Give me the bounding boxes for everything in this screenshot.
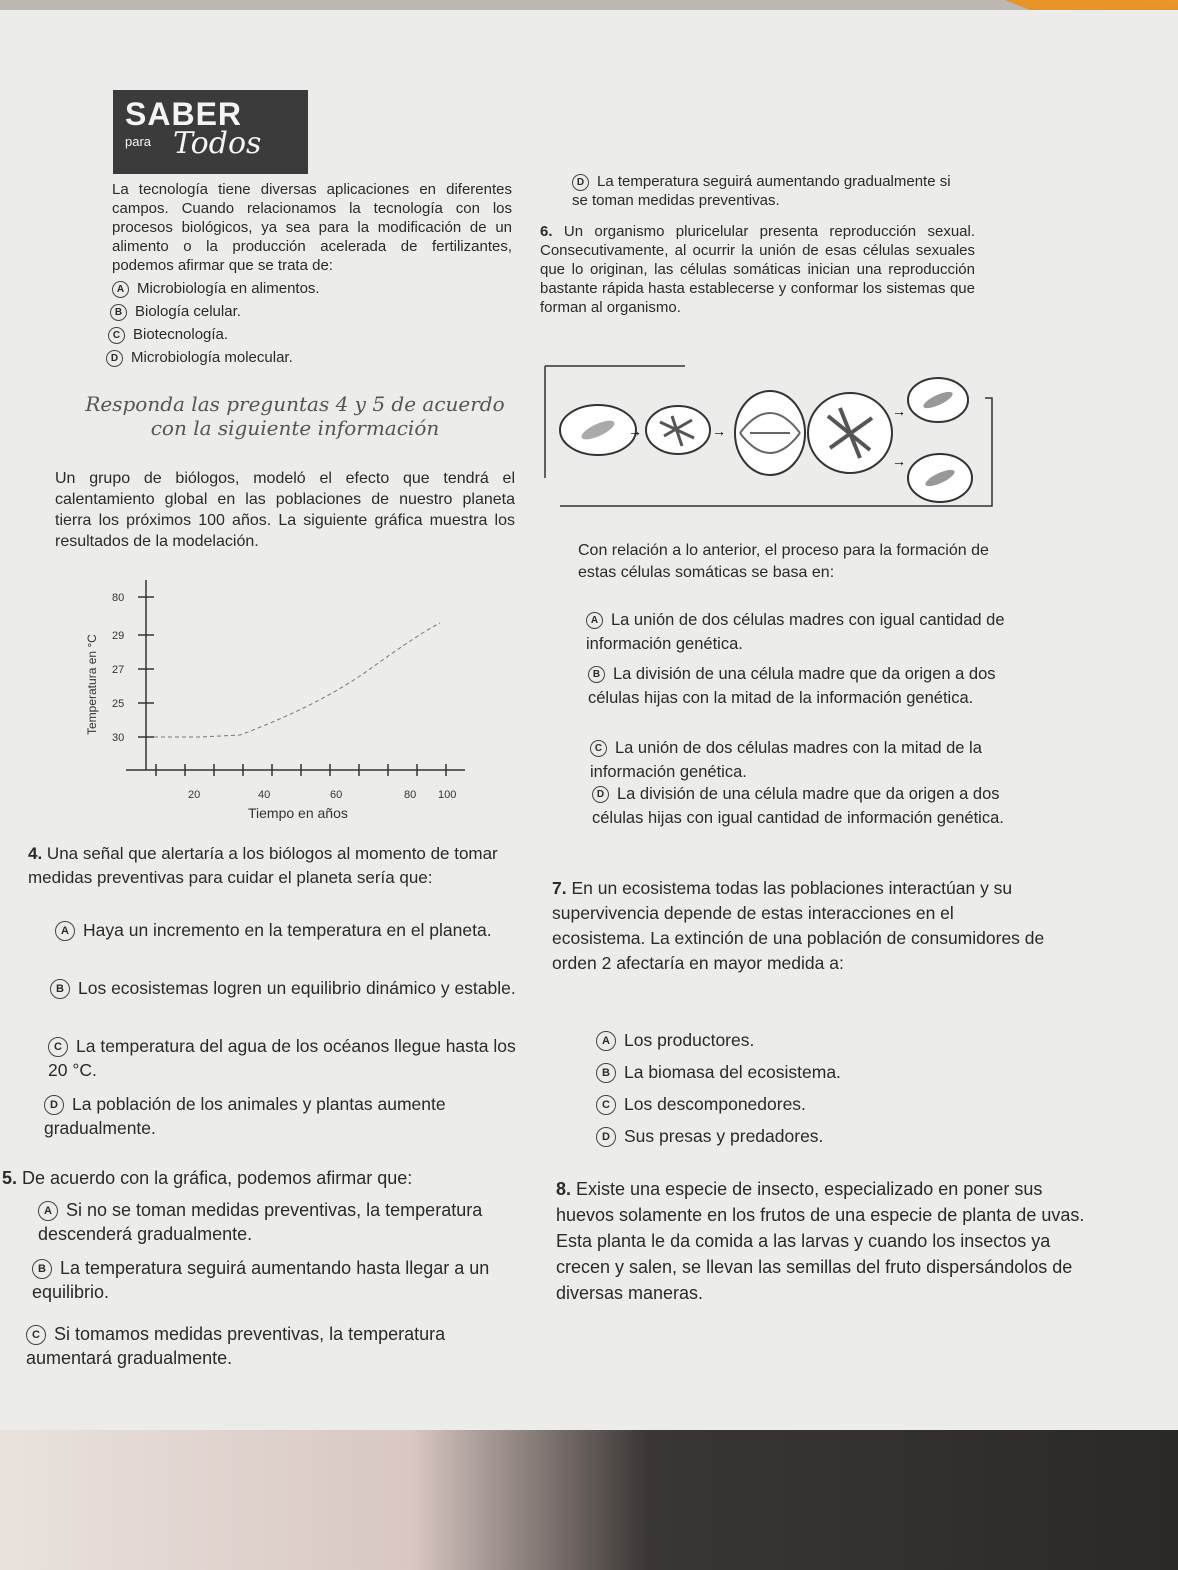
q4-option-b[interactable]: B Los ecosistemas logren un equilibrio dinámico y estable. bbox=[50, 976, 520, 1000]
svg-text:→: → bbox=[712, 423, 726, 439]
q4-option-d[interactable]: D La población de los animales y plantas aumente gradualmente. bbox=[44, 1094, 446, 1138]
y-tick-label: 30 bbox=[112, 732, 125, 744]
question-8: 8. Existe una especie de insecto, especializado en poner sus huevos solamente en los frutos de una especie de planta de uvas. Esta planta le da comida a las larvas y cuando los insectos ya crecen y salen, se llevan las semillas del fruto dispersándolos de diversas maneras. bbox=[556, 1179, 1085, 1303]
q5-option-d[interactable]: D La temperatura seguirá aumentando gradualmente si se toman medidas preventivas. bbox=[572, 173, 951, 209]
q7-option-d[interactable]: D Sus presas y predadores. bbox=[596, 1124, 823, 1148]
q3-option-b[interactable]: B Biología celular. bbox=[110, 303, 241, 321]
svg-text:→: → bbox=[892, 403, 906, 419]
q3-option-d[interactable]: D Microbiología molecular. bbox=[106, 349, 293, 367]
q3-option-a[interactable]: A Microbiología en alimentos. bbox=[112, 280, 320, 298]
x-tick-label: 20 bbox=[188, 789, 201, 801]
y-tick-label: 80 bbox=[112, 592, 125, 604]
q6-option-a[interactable]: A La unión de dos células madres con igual cantidad de información genética. bbox=[586, 611, 1005, 653]
question-6: 6. Un organismo pluricelular presenta reproducción sexual. Consecutivamente, al ocurrir la unión de esas células sexuales que lo originan, las células somáticas inician una reproducción bastante rápida hasta establecerse y conformar los sistemas que forman al organismo. bbox=[540, 223, 975, 316]
question-7: 7. En un ecosistema todas las poblaciones interactúan y su supervivencia depende de estas interacciones en el ecosistema. La extinción de una población de consumidores de orden 2 afectaría en mayor medida a: bbox=[552, 878, 1045, 973]
q5-option-a[interactable]: A Si no se toman medidas preventivas, la temperatura descenderá gradualmente. bbox=[38, 1200, 483, 1244]
table-surface bbox=[0, 1430, 1178, 1570]
y-tick-label: 25 bbox=[112, 698, 125, 710]
svg-text:→: → bbox=[628, 423, 642, 439]
x-axis-label: Tiempo en años bbox=[248, 805, 348, 821]
x-tick-label: 40 bbox=[258, 789, 271, 801]
q5-option-c[interactable]: C Si tomamos medidas preventivas, la temperatura aumentará gradualmente. bbox=[26, 1324, 446, 1368]
y-tick-label: 29 bbox=[112, 630, 125, 642]
worksheet-page bbox=[0, 10, 1178, 1430]
q7-option-b[interactable]: B La biomasa del ecosistema. bbox=[596, 1060, 841, 1084]
q6-option-b[interactable]: B La división de una célula madre que da origen a dos células hijas con la mitad de la información genética. bbox=[588, 665, 996, 707]
q6-option-d[interactable]: D La división de una célula madre que da origen a dos células hijas con igual cantidad de información genética. bbox=[592, 785, 1004, 827]
q5-option-b[interactable]: B La temperatura seguirá aumentando hasta llegar a un equilibrio. bbox=[32, 1258, 490, 1302]
series-line bbox=[154, 623, 440, 737]
q6-option-c[interactable]: C La unión de dos células madres con la mitad de la información genética. bbox=[590, 739, 982, 781]
question-3-text: La tecnología tiene diversas aplicaciones en diferentes campos. Cuando relacionamos la tecnología con los procesos biológicos, ya sea para la modificación de un alimento o la producción acelerada de fertilizantes, podemos afirmar que se trata de: bbox=[112, 181, 512, 274]
saber-logo: SABER para Todos bbox=[113, 90, 308, 174]
x-tick-label: 80 bbox=[404, 789, 417, 801]
question-5: 5. De acuerdo con la gráfica, podemos afirmar que: bbox=[2, 1168, 413, 1188]
y-axis-label: Temperatura en °C bbox=[85, 634, 99, 735]
q7-option-c[interactable]: C Los descomponedores. bbox=[596, 1092, 806, 1116]
q4-option-a[interactable]: A Haya un incremento en la temperatura en el planeta. bbox=[55, 918, 520, 942]
temperature-chart bbox=[70, 565, 490, 830]
question-4: 4. Una señal que alertaría a los biólogos al momento de tomar medidas preventivas para cuidar el planeta sería que: bbox=[28, 844, 498, 887]
q7-option-a[interactable]: A Los productores. bbox=[596, 1028, 754, 1052]
cell-division-diagram bbox=[540, 358, 1000, 518]
x-tick-label: 100 bbox=[438, 789, 457, 801]
x-tick-label: 60 bbox=[330, 789, 343, 801]
context-text: Un grupo de biólogos, modeló el efecto que tendrá el calentamiento global en las poblaciones de nuestro planeta tierra los próximos 100 años. La siguiente gráfica muestra los resultados de la modelación. bbox=[55, 470, 515, 550]
section-title: Responda las preguntas 4 y 5 de acuerdo con la siguiente información bbox=[85, 392, 505, 440]
y-tick-label: 27 bbox=[112, 664, 125, 676]
question-6-prompt: Con relación a lo anterior, el proceso para la formación de estas células somáticas se basa en: bbox=[578, 542, 989, 581]
q4-option-c[interactable]: C La temperatura del agua de los océanos llegue hasta los 20 °C. bbox=[48, 1036, 516, 1080]
svg-text:→: → bbox=[892, 453, 906, 469]
q3-option-c[interactable]: C Biotecnología. bbox=[108, 326, 228, 344]
